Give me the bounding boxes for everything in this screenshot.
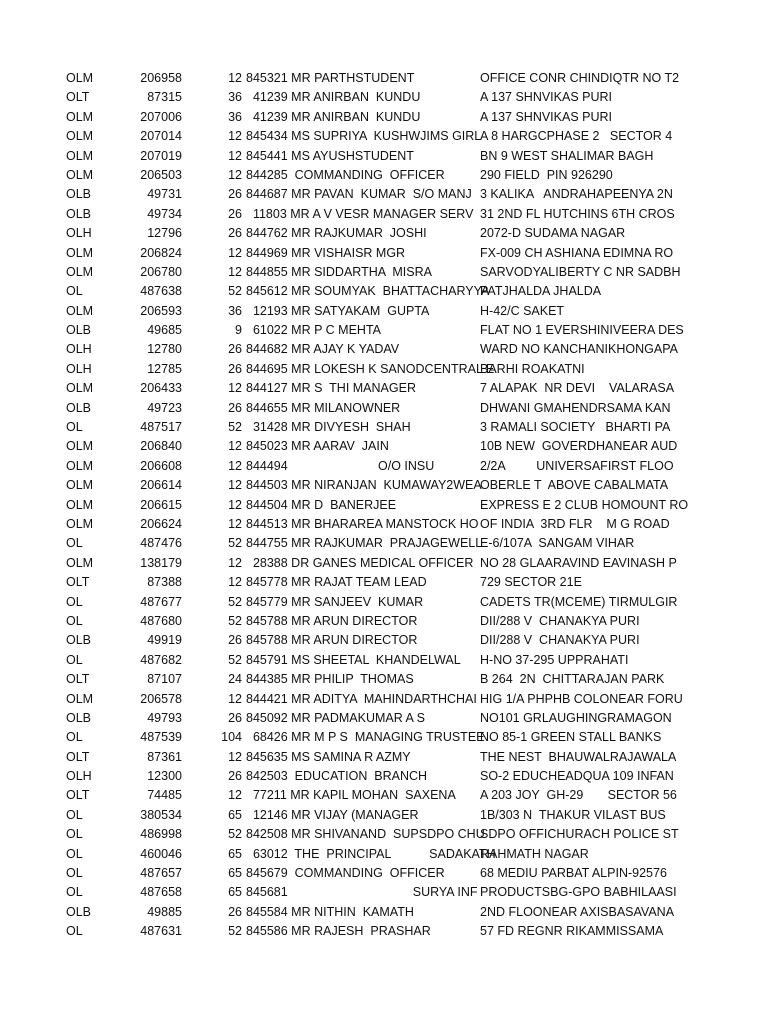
customer-name-cell: 844855 MR SIDDARTHA MISRA [246, 264, 432, 279]
address-cell: CADETS TR(MCEME) TIRMULGIR [480, 594, 678, 609]
account-code-cell: OLM [66, 71, 94, 85]
customer-name-cell: 844655 MR MILANOWNER [246, 400, 401, 415]
quantity-cell: 12 [228, 458, 242, 473]
account-number-cell: 206433 [140, 381, 182, 396]
account-number-cell: 206503 [140, 167, 182, 182]
customer-name-cell: 845584 MR NITHIN KAMATH [246, 904, 414, 919]
table-row [0, 651, 768, 670]
customer-name-cell: 41239 MR ANIRBAN KUNDU [246, 109, 421, 124]
quantity-cell: 26 [228, 206, 242, 221]
address-cell: DHWANI GMAHENDRSAMA KAN [480, 400, 671, 415]
quantity-cell: 52 [228, 594, 242, 609]
address-cell: NO101 GRLAUGHINGRAMAGON [480, 710, 672, 725]
account-number-cell: 380534 [140, 807, 182, 822]
address-cell: 3 KALIKA ANDRAHAPEENYA 2N [480, 187, 673, 202]
account-code-cell: OLB [66, 323, 92, 338]
account-code-cell: OL [66, 730, 83, 745]
quantity-cell: 52 [228, 420, 242, 435]
customer-name-cell: 845681 SURYA INF [246, 885, 478, 900]
address-cell: 2072-D SUDAMA NAGAR [480, 226, 626, 241]
customer-name-cell: 845779 MR SANJEEV KUMAR [246, 594, 424, 609]
account-number-cell: 487539 [140, 730, 182, 745]
account-number-cell: 49734 [147, 206, 182, 221]
address-cell: 2/2A UNIVERSAFIRST FLOO [480, 458, 674, 473]
account-number-cell: 207019 [140, 148, 182, 163]
table-row [0, 205, 768, 224]
address-cell: THE NEST BHAUWALRAJAWALA [480, 749, 677, 764]
quantity-cell: 104 [221, 730, 242, 745]
table-row [0, 767, 768, 786]
quantity-cell: 12 [228, 264, 242, 279]
quantity-cell: 26 [228, 904, 242, 919]
table-row [0, 748, 768, 767]
customer-name-cell: 844127 MR S THI MANAGER [246, 381, 416, 396]
table-row [0, 263, 768, 282]
account-code-cell: OLM [66, 478, 94, 493]
address-cell: 1B/303 N THAKUR VILAST BUS [480, 807, 666, 822]
account-code-cell: OLM [66, 691, 94, 706]
quantity-cell: 52 [228, 827, 242, 842]
quantity-cell: 12 [228, 129, 242, 144]
customer-name-cell: 63012 THE PRINCIPAL SADAKATH [246, 846, 496, 861]
account-number-cell: 207014 [140, 129, 182, 144]
account-code-cell: OL [66, 652, 83, 667]
account-code-cell: OL [66, 613, 83, 628]
address-cell: EXPRESS E 2 CLUB HOMOUNT RO [480, 497, 689, 512]
account-code-cell: OLM [66, 245, 94, 260]
account-code-cell: OLB [66, 710, 92, 725]
table-row [0, 340, 768, 359]
account-number-cell: 487680 [140, 613, 182, 628]
customer-name-cell: 12146 MR VIJAY (MANAGER [246, 807, 419, 822]
address-cell: 68 MEDIU PARBAT ALPIN-92576 [480, 866, 667, 881]
account-number-cell: 206615 [140, 497, 182, 512]
quantity-cell: 52 [228, 536, 242, 551]
address-cell: WARD NO KANCHANIKHONGAPA [480, 342, 678, 357]
customer-name-cell: 844695 MR LOKESH K SANODCENTRAL E [246, 361, 495, 376]
account-number-cell: 487631 [140, 924, 182, 939]
quantity-cell: 12 [228, 575, 242, 590]
table-row [0, 806, 768, 825]
customer-name-cell: 845679 COMMANDING OFFICER [246, 866, 445, 881]
account-number-cell: 12300 [147, 769, 182, 784]
account-code-cell: OLB [66, 633, 92, 648]
quantity-cell: 24 [228, 672, 242, 687]
address-cell: BARHI ROAKATNI [480, 361, 585, 376]
address-cell: 290 FIELD PIN 926290 [480, 167, 613, 182]
table-row [0, 127, 768, 146]
table-row [0, 612, 768, 631]
address-cell: NO 85-1 GREEN STALL BANKS [480, 730, 662, 745]
table-row [0, 573, 768, 592]
table-row [0, 457, 768, 476]
account-code-cell: OLM [66, 381, 94, 396]
customer-name-cell: 842508 MR SHIVANAND SUPSDPO CHU [246, 827, 485, 842]
customer-name-cell: 845612 MR SOUMYAK BHATTACHARYYA [246, 284, 490, 299]
customer-name-cell: 842503 EDUCATION BRANCH [246, 769, 428, 784]
account-number-cell: 487657 [140, 866, 182, 881]
quantity-cell: 52 [228, 284, 242, 299]
account-number-cell: 206958 [140, 71, 182, 85]
account-number-cell: 206824 [140, 245, 182, 260]
customer-name-cell: 844513 MR BHARAREA MANSTOCK HO [246, 516, 479, 531]
account-number-cell: 12796 [147, 226, 182, 241]
account-number-cell: 206578 [140, 691, 182, 706]
customer-name-cell: 844494 O/O INSU [246, 458, 435, 473]
address-cell: A 137 SHNVIKAS PURI [480, 90, 613, 105]
account-code-cell: OL [66, 594, 83, 609]
account-code-cell: OLB [66, 187, 92, 202]
customer-name-cell: 845092 MR PADMAKUMAR A S [246, 710, 426, 725]
account-number-cell: 87388 [147, 575, 182, 590]
table-row [0, 360, 768, 379]
quantity-cell: 65 [228, 885, 242, 900]
account-code-cell: OLM [66, 516, 94, 531]
customer-name-cell: 844504 MR D BANERJEE [246, 497, 397, 512]
quantity-cell: 26 [228, 187, 242, 202]
account-code-cell: OLH [66, 226, 92, 241]
customer-name-cell: 845788 MR ARUN DIRECTOR [246, 613, 418, 628]
table-row [0, 728, 768, 747]
quantity-cell: 9 [235, 323, 242, 338]
quantity-cell: 12 [228, 788, 242, 803]
account-code-cell: OLM [66, 458, 94, 473]
customer-name-cell: 845586 MR RAJESH PRASHAR [246, 924, 431, 939]
account-number-cell: 206593 [140, 303, 182, 318]
customer-name-cell: 844385 MR PHILIP THOMAS [246, 672, 414, 687]
customer-name-cell: 28388 DR GANES MEDICAL OFFICER [246, 555, 474, 570]
account-code-cell: OLT [66, 90, 90, 105]
table-row [0, 786, 768, 805]
account-number-cell: 487677 [140, 594, 182, 609]
table-row [0, 825, 768, 844]
table-row [0, 496, 768, 515]
account-number-cell: 138179 [140, 555, 182, 570]
customer-name-cell: 844503 MR NIRANJAN KUMAWAY2WEA [246, 478, 482, 493]
customer-name-cell: 77211 MR KAPIL MOHAN SAXENA [246, 788, 456, 803]
customer-name-cell: 844421 MR ADITYA MAHINDARTHCHAI [246, 691, 477, 706]
account-code-cell: OLM [66, 303, 94, 318]
quantity-cell: 26 [228, 400, 242, 415]
address-cell: 7 ALAPAK NR DEVI VALARASA [480, 381, 675, 396]
quantity-cell: 12 [228, 691, 242, 706]
table-row [0, 670, 768, 689]
customer-name-cell: 845441 MS AYUSHSTUDENT [246, 148, 414, 163]
table-row [0, 690, 768, 709]
table-row [0, 437, 768, 456]
quantity-cell: 65 [228, 866, 242, 881]
address-cell: 57 FD REGNR RIKAMMISSAMA [480, 924, 664, 939]
table-row [0, 244, 768, 263]
table-row [0, 709, 768, 728]
table-row [0, 845, 768, 864]
customer-name-cell: 845434 MS SUPRIYA KUSHWJIMS GIRL [246, 129, 482, 144]
account-number-cell: 87315 [147, 90, 182, 105]
customer-name-cell: 61022 MR P C MEHTA [246, 323, 381, 338]
account-number-cell: 49723 [147, 400, 182, 415]
quantity-cell: 52 [228, 613, 242, 628]
account-number-cell: 487658 [140, 885, 182, 900]
account-number-cell: 49731 [147, 187, 182, 202]
quantity-cell: 52 [228, 924, 242, 939]
account-code-cell: OLT [66, 749, 90, 764]
quantity-cell: 12 [228, 439, 242, 454]
table-row [0, 302, 768, 321]
account-code-cell: OLB [66, 400, 92, 415]
account-number-cell: 49919 [147, 633, 182, 648]
account-number-cell: 206624 [140, 516, 182, 531]
address-cell: DII/288 V CHANAKYA PURI [480, 613, 640, 628]
quantity-cell: 26 [228, 226, 242, 241]
table-row [0, 166, 768, 185]
address-cell: E-6/107A SANGAM VIHAR [480, 536, 635, 551]
quantity-cell: 65 [228, 807, 242, 822]
account-code-cell: OLM [66, 109, 94, 124]
address-cell: SO-2 EDUCHEADQUA 109 INFAN [480, 769, 674, 784]
address-cell: OBERLE T ABOVE CABALMATA [480, 478, 669, 493]
quantity-cell: 52 [228, 652, 242, 667]
table-row [0, 883, 768, 902]
table-row [0, 515, 768, 534]
table-row [0, 321, 768, 340]
account-code-cell: OL [66, 284, 83, 299]
address-cell: 2ND FLOONEAR AXISBASAVANA [480, 904, 675, 919]
account-code-cell: OLM [66, 148, 94, 163]
customer-name-cell: 844285 COMMANDING OFFICER [246, 167, 445, 182]
customer-name-cell: 845791 MS SHEETAL KHANDELWAL [246, 652, 461, 667]
account-number-cell: 12785 [147, 361, 182, 376]
account-number-cell: 206608 [140, 458, 182, 473]
customer-name-cell: 845788 MR ARUN DIRECTOR [246, 633, 418, 648]
customer-name-cell: 845778 MR RAJAT TEAM LEAD [246, 575, 427, 590]
account-code-cell: OLH [66, 361, 92, 376]
account-number-cell: 486998 [140, 827, 182, 842]
table-row [0, 922, 768, 941]
quantity-cell: 12 [228, 381, 242, 396]
address-cell: OFFICE CONR CHINDIQTR NO T2 [480, 71, 680, 85]
account-number-cell: 49685 [147, 323, 182, 338]
quantity-cell: 26 [228, 710, 242, 725]
data-rows [0, 69, 768, 942]
account-code-cell: OLB [66, 904, 92, 919]
account-number-cell: 74485 [147, 788, 182, 803]
account-code-cell: OL [66, 827, 83, 842]
account-number-cell: 207006 [140, 109, 182, 124]
account-code-cell: OLM [66, 167, 94, 182]
customer-name-cell: 11803 MR A V VESR MANAGER SERV [246, 206, 474, 221]
address-cell: 10B NEW GOVERDHANEAR AUD [480, 439, 678, 454]
account-number-cell: 206840 [140, 439, 182, 454]
table-row [0, 631, 768, 650]
table-row [0, 379, 768, 398]
account-code-cell: OLH [66, 769, 92, 784]
account-code-cell: OLT [66, 575, 90, 590]
customer-name-cell: 844755 MR RAJKUMAR PRAJAGEWELL [246, 536, 483, 551]
account-code-cell: OL [66, 924, 83, 939]
quantity-cell: 12 [228, 555, 242, 570]
customer-name-cell: 845023 MR AARAV JAIN [246, 439, 389, 454]
table-row [0, 554, 768, 573]
address-cell: NO 28 GLAARAVIND EAVINASH P [480, 555, 677, 570]
account-number-cell: 206614 [140, 478, 182, 493]
address-cell: 3 RAMALI SOCIETY BHARTI PA [480, 420, 671, 435]
account-code-cell: OLT [66, 672, 90, 687]
account-number-cell: 460046 [140, 846, 182, 861]
account-code-cell: OLM [66, 555, 94, 570]
address-cell: A 203 JOY GH-29 SECTOR 56 [480, 788, 677, 803]
table-row [0, 185, 768, 204]
address-cell: A 137 SHNVIKAS PURI [480, 109, 613, 124]
address-cell: HIG 1/A PHPHB COLONEAR FORU [480, 691, 683, 706]
table-row [0, 69, 768, 88]
account-code-cell: OLT [66, 788, 90, 803]
account-number-cell: 87361 [147, 749, 182, 764]
quantity-cell: 12 [228, 71, 242, 85]
account-code-cell: OL [66, 866, 83, 881]
address-cell: DII/288 V CHANAKYA PURI [480, 633, 640, 648]
account-number-cell: 487638 [140, 284, 182, 299]
account-code-cell: OL [66, 807, 83, 822]
account-number-cell: 487517 [140, 420, 182, 435]
customer-name-cell: 12193 MR SATYAKAM GUPTA [246, 303, 430, 318]
address-cell: PATJHALDA JHALDA [480, 284, 602, 299]
address-cell: OF INDIA 3RD FLR M G ROAD [480, 516, 670, 531]
address-cell: B 264 2N CHITTARAJAN PARK [480, 672, 665, 687]
account-number-cell: 87107 [147, 672, 182, 687]
account-code-cell: OLH [66, 342, 92, 357]
account-code-cell: OL [66, 846, 83, 861]
account-code-cell: OL [66, 536, 83, 551]
address-cell: RAHMATH NAGAR [480, 846, 589, 861]
address-cell: BN 9 WEST SHALIMAR BAGH [480, 148, 654, 163]
account-code-cell: OL [66, 420, 83, 435]
account-code-cell: OL [66, 885, 83, 900]
address-cell: H-NO 37-295 UPPRAHATI [480, 652, 629, 667]
quantity-cell: 12 [228, 245, 242, 260]
table-row [0, 476, 768, 495]
quantity-cell: 26 [228, 769, 242, 784]
customer-name-cell: 844682 MR AJAY K YADAV [246, 342, 400, 357]
account-number-cell: 487476 [140, 536, 182, 551]
account-number-cell: 206780 [140, 264, 182, 279]
quantity-cell: 12 [228, 167, 242, 182]
quantity-cell: 12 [228, 148, 242, 163]
quantity-cell: 12 [228, 516, 242, 531]
account-code-cell: OLM [66, 497, 94, 512]
quantity-cell: 12 [228, 749, 242, 764]
account-code-cell: OLM [66, 129, 94, 144]
account-code-cell: OLM [66, 264, 94, 279]
customer-name-cell: 31428 MR DIVYESH SHAH [246, 420, 411, 435]
customer-name-cell: 41239 MR ANIRBAN KUNDU [246, 90, 421, 105]
customer-name-cell: 845321 MR PARTHSTUDENT [246, 71, 415, 85]
quantity-cell: 12 [228, 478, 242, 493]
quantity-cell: 26 [228, 342, 242, 357]
account-number-cell: 12780 [147, 342, 182, 357]
customer-name-cell: 844762 MR RAJKUMAR JOSHI [246, 226, 427, 241]
account-number-cell: 49885 [147, 904, 182, 919]
quantity-cell: 36 [228, 303, 242, 318]
table-row [0, 108, 768, 127]
customer-name-cell: 68426 MR M P S MANAGING TRUSTEE [246, 730, 485, 745]
table-row [0, 903, 768, 922]
table-row [0, 593, 768, 612]
table-row [0, 88, 768, 107]
customer-name-cell: 844969 MR VISHAISR MGR [246, 245, 406, 260]
table-row [0, 418, 768, 437]
account-number-cell: 49793 [147, 710, 182, 725]
table-row [0, 534, 768, 553]
address-cell: SARVODYALIBERTY C NR SADBH [480, 264, 681, 279]
address-cell: SDPO OFFICHURACH POLICE ST [480, 827, 679, 842]
quantity-cell: 36 [228, 90, 242, 105]
address-cell: PRODUCTSBG-GPO BABHILAASI [480, 885, 677, 900]
quantity-cell: 65 [228, 846, 242, 861]
table-row [0, 147, 768, 166]
table-row [0, 399, 768, 418]
quantity-cell: 12 [228, 497, 242, 512]
address-cell: 31 2ND FL HUTCHINS 6TH CROS [480, 206, 675, 221]
quantity-cell: 36 [228, 109, 242, 124]
address-cell: FLAT NO 1 EVERSHINIVEERA DES [480, 323, 684, 338]
quantity-cell: 26 [228, 361, 242, 376]
address-cell: A 8 HARGCPHASE 2 SECTOR 4 [480, 129, 673, 144]
address-cell: H-42/C SAKET [480, 303, 565, 318]
table-row [0, 864, 768, 883]
account-number-cell: 487682 [140, 652, 182, 667]
address-cell: FX-009 CH ASHIANA EDIMNA RO [480, 245, 674, 260]
account-code-cell: OLB [66, 206, 92, 221]
quantity-cell: 26 [228, 633, 242, 648]
customer-name-cell: 845635 MS SAMINA R AZMY [246, 749, 411, 764]
account-code-cell: OLM [66, 439, 94, 454]
table-row [0, 224, 768, 243]
address-cell: 729 SECTOR 21E [480, 575, 582, 590]
customer-name-cell: 844687 MR PAVAN KUMAR S/O MANJ [246, 187, 472, 202]
table-row [0, 282, 768, 301]
